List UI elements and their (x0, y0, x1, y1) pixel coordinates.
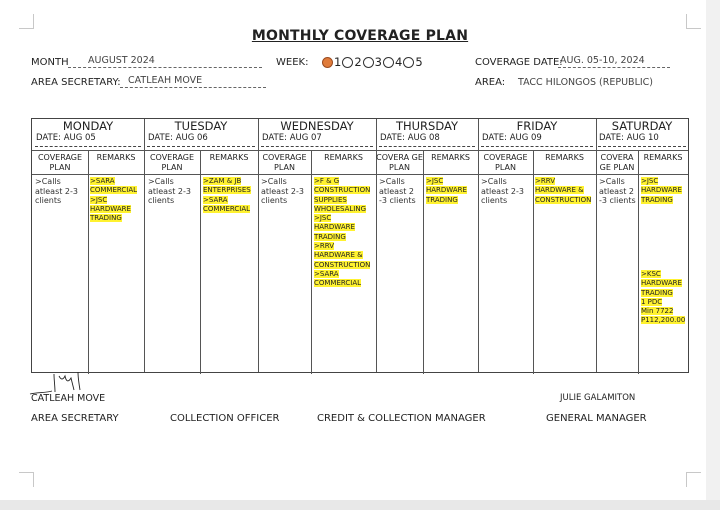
day-monday: MONDAY (62, 119, 114, 133)
date-underline (481, 146, 593, 147)
week-4-circle[interactable] (383, 57, 394, 68)
coverage-date-value: AUG. 05-10, 2024 (560, 55, 645, 66)
coverage-table (31, 118, 689, 373)
coverage-cell-friday: >Calls atleast 2-3 clients (481, 177, 524, 205)
date-underline (379, 146, 475, 147)
header-rule (32, 150, 688, 151)
week-3-number: 3 (374, 55, 382, 69)
date-friday: DATE: AUG 09 (482, 133, 542, 143)
remarks-header: REMARKS (324, 153, 363, 162)
remarks-cell-monday: >SARA COMMERCIAL >JSC HARDWARE TRADING (90, 177, 138, 223)
month-label: MONTH (31, 57, 69, 68)
day-friday: FRIDAY (516, 119, 558, 133)
coverage-plan-header: COVERAGE PLAN (149, 153, 195, 172)
coverage-cell-saturday: >Calls atleast 2 -3 clients (599, 177, 636, 205)
week-1-circle[interactable] (322, 57, 333, 68)
week-selector (322, 55, 424, 69)
role-credit-collection-manager: CREDIT & COLLECTION MANAGER (317, 413, 486, 424)
remarks-cell-tuesday: >ZAM & JB ENTERPRISES >SARA COMMERCIAL (203, 177, 251, 213)
week-4-number: 4 (394, 55, 403, 69)
remarks-header: REMARKS (643, 153, 683, 162)
day-saturday: SATURDAY (611, 119, 673, 133)
week-5-number: 5 (415, 55, 423, 69)
coverage-date-label: COVERAGE DATE: (475, 57, 563, 68)
week-1-number: 1 (334, 55, 342, 69)
remarks-cell-saturday: >JSC HARDWARE TRADING (641, 177, 682, 204)
date-saturday: DATE: AUG 10 (599, 133, 659, 143)
remarks-cell-friday: >RRV HARDWARE & CONSTRUCTION (535, 177, 592, 204)
sub-divider (200, 150, 201, 374)
remarks-header: REMARKS (545, 153, 584, 162)
week-2-circle[interactable] (342, 57, 353, 68)
secretary-name: CATLEAH MOVE (31, 393, 106, 404)
sub-divider (533, 150, 534, 374)
area-secretary-label: AREA SECRETARY: (31, 77, 121, 88)
month-underline (68, 67, 262, 68)
subheader-rule (32, 174, 688, 175)
day-tuesday: TUESDAY (174, 119, 228, 133)
day-wednesday: WEDNESDAY (280, 119, 354, 133)
coverage-cell-monday: >Calls atleast 2-3 clients (35, 177, 78, 205)
week-2-number: 2 (354, 55, 362, 69)
coverage-date-underline (558, 67, 670, 68)
coverage-plan-header: COVERAGE PLAN (262, 153, 307, 172)
page-shadow-bottom (0, 500, 720, 510)
remarks-header: REMARKS (209, 153, 249, 162)
date-tuesday: DATE: AUG 06 (148, 133, 208, 143)
coverage-plan-header: COVERAGE PLAN (37, 153, 83, 172)
coverage-plan-header: COVERA GE PLAN (376, 153, 423, 172)
area-secretary-underline (120, 87, 266, 88)
week-3-circle[interactable] (363, 57, 374, 68)
sub-divider (638, 150, 639, 374)
crop-mark-top-right (686, 14, 701, 29)
crop-mark-bottom-left (19, 472, 34, 487)
saturday-extra-remark: >KSC HARDWARE TRADING 1 PDC Min 7722 P112,200.00 (641, 270, 686, 325)
coverage-cell-wednesday: >Calls atleast 2-3 clients (261, 177, 304, 205)
area-secretary-value: CATLEAH MOVE (128, 75, 203, 86)
area-label: AREA: (475, 77, 506, 88)
date-underline (35, 146, 141, 147)
week-label: WEEK: (276, 57, 309, 68)
manager-name: JULIE GALAMITON (560, 393, 636, 403)
day-thursday: THURSDAY (395, 119, 459, 133)
sub-divider (423, 150, 424, 374)
crop-mark-bottom-right (686, 472, 701, 487)
role-area-secretary: AREA SECRETARY (31, 413, 119, 424)
remarks-cell-thursday: >JSC HARDWARE TRADING (426, 177, 467, 204)
date-underline (147, 146, 255, 147)
coverage-plan-header: COVERA GE PLAN (599, 153, 635, 172)
week-5-circle[interactable] (403, 57, 414, 68)
coverage-plan-header: COVERAGE PLAN (483, 153, 528, 172)
remarks-header: REMARKS (431, 153, 470, 162)
date-thursday: DATE: AUG 08 (380, 133, 440, 143)
coverage-cell-tuesday: >Calls atleast 2-3 clients (148, 177, 191, 205)
crop-mark-top-left (19, 14, 34, 29)
coverage-cell-thursday: >Calls atleast 2 -3 clients (379, 177, 416, 205)
sub-divider (88, 150, 89, 374)
date-wednesday: DATE: AUG 07 (262, 133, 322, 143)
role-collection-officer: COLLECTION OFFICER (170, 413, 280, 424)
page-shadow-right (706, 0, 720, 510)
sub-divider (311, 150, 312, 374)
role-general-manager: GENERAL MANAGER (546, 413, 647, 424)
date-underline (261, 146, 373, 147)
area-value: TACC HILONGOS (REPUBLIC) (518, 77, 653, 88)
remarks-header: REMARKS (96, 153, 136, 162)
date-underline (598, 146, 686, 147)
date-monday: DATE: AUG 05 (36, 133, 96, 143)
month-value: AUGUST 2024 (88, 55, 155, 66)
remarks-cell-wednesday: >F & G CONSTRUCTION SUPPLIES WHOLESALING >JSC HARDWARE TRADING >RRV HARDWARE & CONSTRUCTION >SARA COMMERCIAL (314, 177, 371, 288)
document-title: MONTHLY COVERAGE PLAN (251, 28, 469, 44)
